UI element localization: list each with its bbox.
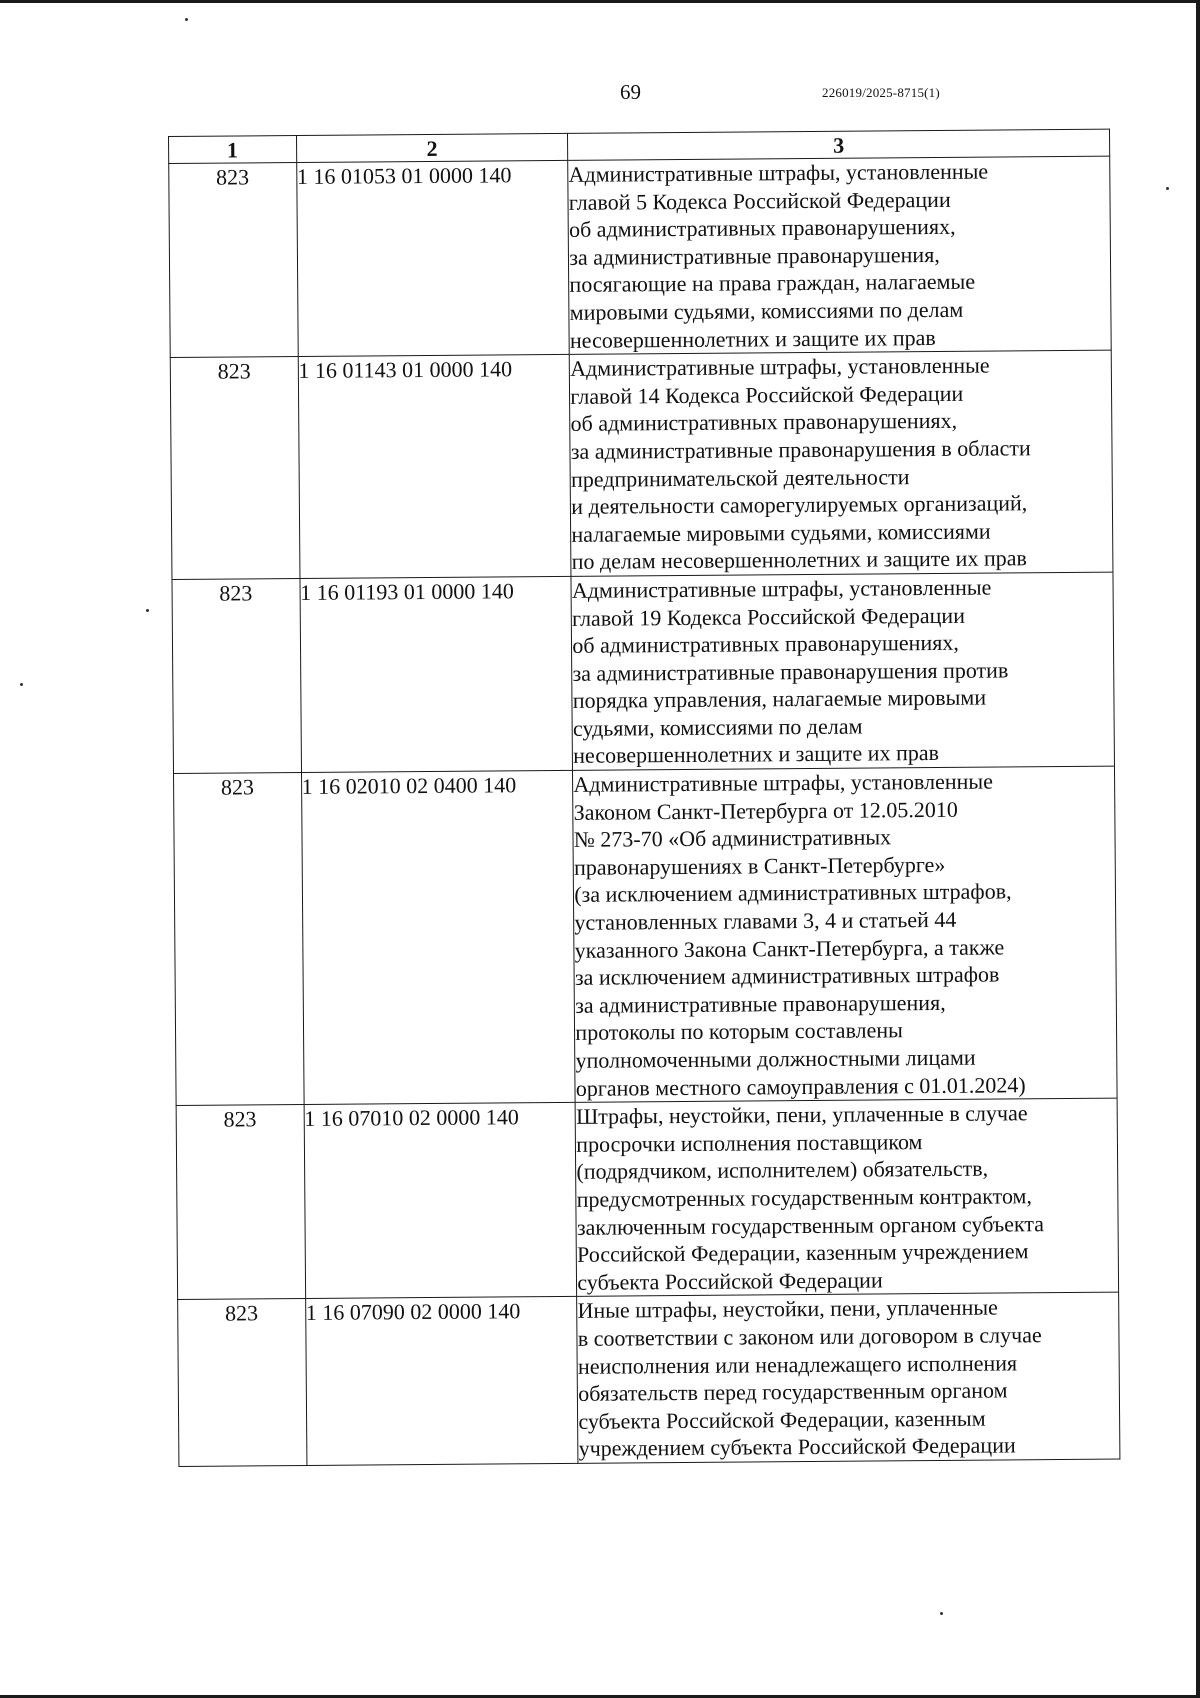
description-line: главой 19 Кодекса Российской Федерации: [572, 602, 966, 631]
table-row: [174, 766, 1118, 1106]
description-line: Штрафы, неустойки, пени, уплаченные в случае: [575, 1100, 1028, 1130]
scan-speck: [1166, 187, 1169, 190]
description-line: уполномоченными должностными лицами: [575, 1044, 976, 1073]
description-line: в соответствии с законом или договором в случае: [577, 1322, 1042, 1351]
description-line: обязательств перед государственным органом: [578, 1377, 1008, 1406]
description-line: за административные правонарушения в области: [570, 435, 1031, 464]
income-description-cell: [577, 1292, 1120, 1463]
page-number: 69: [620, 80, 641, 104]
description-line: за административные правонарушения,: [569, 241, 940, 270]
description-line: за административные правонарушения против: [572, 657, 1009, 686]
budget-classification-code-cell: 1 16 07090 02 0000 140: [305, 1297, 578, 1466]
description-line: и деятельности саморегулируемых организаций,: [571, 490, 1028, 519]
description-line: (за исключением административных штрафов,: [574, 878, 1012, 908]
table-row: [172, 572, 1114, 774]
description-line: Административные штрафы, установленные: [573, 768, 994, 797]
administrator-code-cell: 823: [170, 357, 299, 580]
income-description-cell: [571, 572, 1114, 770]
description-line: Законом Санкт-Петербурга от 12.05.2010: [573, 796, 958, 825]
description-line: несовершеннолетних и защите их прав: [573, 740, 940, 769]
administrator-code-cell: 823: [176, 1105, 305, 1300]
description-line: об административных правонарушениях,: [572, 629, 959, 658]
administrator-code-cell: 823: [172, 578, 301, 773]
description-line: судьями, комиссиями по делам: [572, 713, 863, 741]
scan-speck: [940, 1612, 943, 1615]
description-line: Административные штрафы, установленные: [568, 158, 989, 187]
description-line: заключенным государственным органом субъекта: [576, 1210, 1045, 1240]
description-line: правонарушениях в Санкт-Петербурге»: [573, 851, 946, 880]
table-body: [169, 156, 1120, 1466]
description-line: посягающие на права граждан, налагаемые: [569, 269, 976, 298]
description-line: предпринимательской деятельности: [570, 463, 910, 492]
description-line: по делам несовершеннолетних и защите их прав: [571, 545, 1027, 575]
column-header-2: 2: [296, 133, 568, 162]
scan-speck: [146, 609, 149, 612]
budget-codes-table: [168, 129, 1120, 1467]
scan-speck: [20, 683, 23, 686]
income-description-cell: [570, 350, 1113, 576]
description-line: об административных правонарушениях,: [568, 214, 956, 243]
description-line: (подрядчиком, исполнителем) обязательств,: [576, 1155, 989, 1185]
column-header-1: 1: [169, 135, 297, 163]
income-description-cell: [568, 156, 1111, 354]
table-row: [178, 1292, 1120, 1466]
budget-classification-code-cell: 1 16 01143 01 0000 140: [298, 355, 571, 579]
description-line: за административные правонарушения,: [575, 989, 946, 1018]
description-line: за исключением административных штрафов: [574, 961, 1000, 991]
description-line: Административные штрафы, установленные: [571, 574, 992, 603]
description-line: № 273-70 «Об административных: [573, 824, 892, 853]
income-description-cell: [573, 766, 1117, 1102]
budget-classification-code-cell: 1 16 07010 02 0000 140: [304, 1103, 577, 1299]
administrator-code-cell: 823: [178, 1299, 307, 1467]
table-row: [176, 1098, 1118, 1300]
description-line: установленных главами 3, 4 и статьей 44: [574, 906, 957, 935]
description-line: об административных правонарушениях,: [570, 408, 958, 437]
budget-classification-code-cell: 1 16 01053 01 0000 140: [296, 160, 569, 356]
description-line: субъекта Российской Федерации: [577, 1267, 883, 1295]
table-row: [170, 350, 1113, 579]
description-line: субъекта Российской Федерации, казенным: [578, 1405, 986, 1434]
description-line: просрочки исполнения поставщиком: [576, 1128, 923, 1157]
description-line: несовершеннолетних и защите их прав: [569, 324, 936, 353]
budget-classification-code-cell: 1 16 01193 01 0000 140: [300, 576, 573, 772]
description-line: учреждением субъекта Российской Федерации: [578, 1432, 1016, 1462]
administrator-code-cell: 823: [174, 773, 304, 1106]
description-line: Административные штрафы, установленные: [570, 352, 990, 382]
column-header-3: 3: [568, 129, 1110, 160]
description-line: неисполнения или ненадлежащего исполнения: [577, 1349, 1018, 1379]
description-line: Иные штрафы, неустойки, пени, уплаченные: [577, 1294, 998, 1324]
description-line: Российской Федерации, казенным учреждением: [577, 1238, 1029, 1267]
description-line: главой 14 Кодекса Российской Федерации: [570, 380, 964, 409]
budget-classification-code-cell: 1 16 02010 02 0400 140: [301, 770, 575, 1104]
income-description-cell: [575, 1098, 1118, 1296]
description-line: главой 5 Кодекса Российской Федерации: [568, 186, 951, 215]
table-row: [169, 156, 1111, 358]
description-line: мировыми судьями, комиссиями по делам: [569, 296, 964, 325]
administrator-code-cell: 823: [169, 162, 298, 357]
description-line: указанного Закона Санкт-Петербурга, а также: [574, 934, 1005, 963]
description-line: протоколы по которым составлены: [575, 1017, 904, 1046]
scan-speck: [185, 18, 188, 21]
description-line: налагаемые мировыми судьями, комиссиями: [571, 518, 991, 547]
description-line: органов местного самоуправления с 01.01.2024): [575, 1071, 1026, 1101]
description-line: предусмотренных государственным контрактом,: [576, 1183, 1033, 1212]
description-line: порядка управления, налагаемые мировыми: [572, 684, 987, 714]
document-registration-number: 226019/2025-8715(1): [822, 85, 940, 100]
